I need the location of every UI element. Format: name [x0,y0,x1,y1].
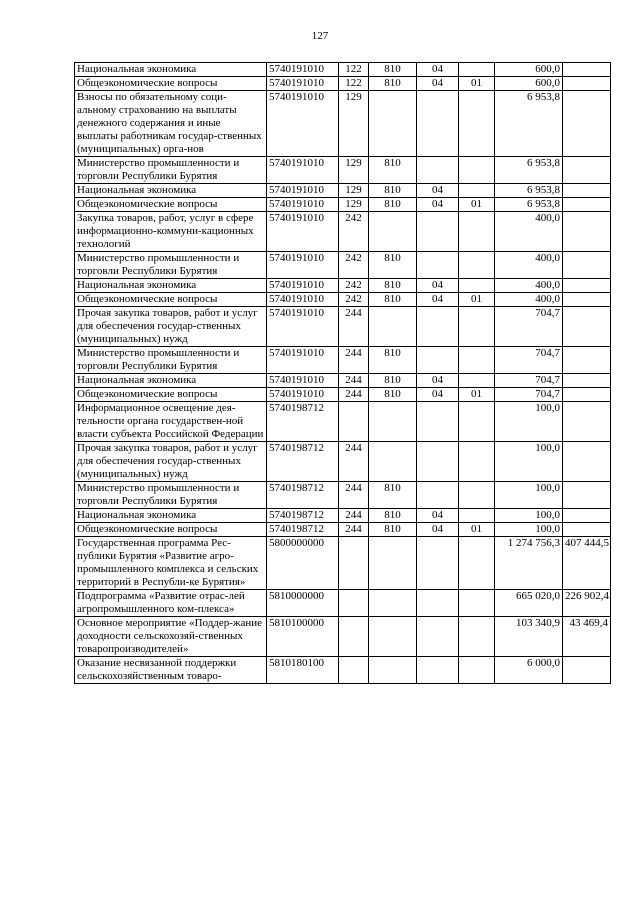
section-code [417,657,459,684]
target-article-code: 5800000000 [267,537,339,590]
table-body [75,63,611,684]
amount-year-2 [563,63,611,77]
item-name: Информационное освещение дея-тельности органа государствен-ной власти субъекта Российской Федерации [75,402,267,442]
subsection-code [459,509,495,523]
amount-year-1: 100,0 [495,509,563,523]
ministry-code [369,590,417,617]
amount-year-2 [563,184,611,198]
item-name: Национальная экономика [75,279,267,293]
section-code [417,307,459,347]
item-name: Прочая закупка товаров, работ и услуг для обеспечения государ-ственных (муниципальных) нужд [75,442,267,482]
table-row [75,537,611,590]
target-article-code: 5740191010 [267,198,339,212]
item-name: Министерство промышленности и торговли Республики Бурятия [75,347,267,374]
table-row [75,293,611,307]
amount-year-1: 6 953,8 [495,184,563,198]
table-row [75,307,611,347]
expense-type-code: 244 [339,307,369,347]
item-name: Подпрограмма «Развитие отрас-лей агропромышленного ком-плекса» [75,590,267,617]
ministry-code: 810 [369,482,417,509]
expense-type-code: 242 [339,293,369,307]
section-code: 04 [417,523,459,537]
item-name: Национальная экономика [75,374,267,388]
ministry-code: 810 [369,77,417,91]
ministry-code [369,442,417,482]
section-code [417,212,459,252]
amount-year-2 [563,482,611,509]
amount-year-2: 407 444,5 [563,537,611,590]
amount-year-1: 6 953,8 [495,198,563,212]
item-name: Прочая закупка товаров, работ и услуг для обеспечения государ-ственных (муниципальных) нужд [75,307,267,347]
section-code: 04 [417,374,459,388]
item-name: Общеэкономические вопросы [75,388,267,402]
ministry-code [369,617,417,657]
amount-year-1: 100,0 [495,523,563,537]
target-article-code: 5740191010 [267,279,339,293]
target-article-code: 5810180100 [267,657,339,684]
section-code [417,402,459,442]
amount-year-1: 400,0 [495,279,563,293]
item-name: Взносы по обязательному соци-альному страхованию на выплаты денежного содержания и иные выплаты работникам государ-ственных (муниципальных) орга-нов [75,91,267,157]
ministry-code: 810 [369,374,417,388]
ministry-code: 810 [369,63,417,77]
subsection-code: 01 [459,198,495,212]
table-row [75,590,611,617]
section-code [417,590,459,617]
subsection-code: 01 [459,77,495,91]
section-code: 04 [417,509,459,523]
amount-year-2 [563,252,611,279]
section-code [417,482,459,509]
section-code [417,347,459,374]
expense-type-code: 129 [339,198,369,212]
expense-type-code: 244 [339,388,369,402]
table-row [75,509,611,523]
section-code: 04 [417,388,459,402]
amount-year-2 [563,657,611,684]
item-name: Министерство промышленности и торговли Республики Бурятия [75,157,267,184]
subsection-code [459,307,495,347]
item-name: Закупка товаров, работ, услуг в сфере информационно-коммуни-кационных технологий [75,212,267,252]
table-row [75,388,611,402]
amount-year-1: 600,0 [495,77,563,91]
subsection-code [459,347,495,374]
ministry-code [369,537,417,590]
target-article-code: 5740191010 [267,307,339,347]
amount-year-1: 400,0 [495,293,563,307]
expense-type-code: 242 [339,212,369,252]
amount-year-2 [563,157,611,184]
subsection-code [459,482,495,509]
expense-type-code [339,537,369,590]
item-name: Национальная экономика [75,184,267,198]
section-code [417,252,459,279]
expense-type-code: 242 [339,279,369,293]
amount-year-1: 6 000,0 [495,657,563,684]
target-article-code: 5810000000 [267,590,339,617]
item-name: Государственная программа Рес-публики Бурятия «Развитие агро-промышленного комплекса и сельских территорий в Республи-ке Бурятия» [75,537,267,590]
amount-year-2 [563,307,611,347]
amount-year-1: 100,0 [495,402,563,442]
amount-year-2 [563,523,611,537]
section-code: 04 [417,198,459,212]
ministry-code: 810 [369,198,417,212]
item-name: Национальная экономика [75,63,267,77]
target-article-code: 5740191010 [267,91,339,157]
table-row [75,374,611,388]
item-name: Общеэкономические вопросы [75,198,267,212]
item-name: Общеэкономические вопросы [75,523,267,537]
section-code: 04 [417,77,459,91]
amount-year-1: 704,7 [495,388,563,402]
amount-year-2 [563,91,611,157]
expense-type-code: 244 [339,523,369,537]
ministry-code [369,402,417,442]
expense-type-code [339,402,369,442]
subsection-code [459,402,495,442]
section-code [417,537,459,590]
amount-year-2 [563,402,611,442]
expense-type-code [339,617,369,657]
ministry-code [369,212,417,252]
subsection-code [459,537,495,590]
expense-type-code: 244 [339,347,369,374]
expense-type-code: 129 [339,184,369,198]
ministry-code: 810 [369,184,417,198]
table-row [75,402,611,442]
subsection-code [459,279,495,293]
table-row [75,279,611,293]
expense-type-code [339,590,369,617]
target-article-code: 5740191010 [267,347,339,374]
amount-year-2 [563,212,611,252]
ministry-code: 810 [369,157,417,184]
item-name: Министерство промышленности и торговли Республики Бурятия [75,482,267,509]
target-article-code: 5740191010 [267,63,339,77]
amount-year-1: 400,0 [495,252,563,279]
table-row [75,617,611,657]
section-code [417,91,459,157]
target-article-code: 5740191010 [267,374,339,388]
amount-year-2 [563,198,611,212]
target-article-code: 5740198712 [267,482,339,509]
item-name: Общеэкономические вопросы [75,77,267,91]
amount-year-1: 600,0 [495,63,563,77]
expense-type-code: 242 [339,252,369,279]
ministry-code [369,657,417,684]
amount-year-1: 704,7 [495,307,563,347]
amount-year-1: 100,0 [495,442,563,482]
amount-year-2 [563,347,611,374]
expense-type-code: 244 [339,442,369,482]
table-row [75,198,611,212]
subsection-code [459,63,495,77]
section-code: 04 [417,293,459,307]
subsection-code [459,252,495,279]
target-article-code: 5740191010 [267,293,339,307]
subsection-code [459,657,495,684]
amount-year-1: 400,0 [495,212,563,252]
budget-table [74,62,611,684]
target-article-code: 5740191010 [267,77,339,91]
ministry-code: 810 [369,293,417,307]
table-row [75,657,611,684]
subsection-code: 01 [459,523,495,537]
amount-year-2 [563,293,611,307]
section-code [417,157,459,184]
expense-type-code: 122 [339,63,369,77]
target-article-code: 5740191010 [267,252,339,279]
table-row [75,347,611,374]
amount-year-1: 103 340,9 [495,617,563,657]
table-row [75,523,611,537]
target-article-code: 5810100000 [267,617,339,657]
expense-type-code: 244 [339,482,369,509]
target-article-code: 5740198712 [267,523,339,537]
expense-type-code: 122 [339,77,369,91]
amount-year-1: 6 953,8 [495,91,563,157]
amount-year-2: 43 469,4 [563,617,611,657]
target-article-code: 5740198712 [267,509,339,523]
expense-type-code [339,657,369,684]
target-article-code: 5740198712 [267,402,339,442]
subsection-code: 01 [459,293,495,307]
ministry-code [369,91,417,157]
amount-year-2 [563,279,611,293]
amount-year-1: 665 020,0 [495,590,563,617]
amount-year-2 [563,374,611,388]
amount-year-1: 1 274 756,3 [495,537,563,590]
amount-year-1: 100,0 [495,482,563,509]
item-name: Основное мероприятие «Поддер-жание доходности сельскохозяй-ственных товаропроизводителей» [75,617,267,657]
ministry-code [369,307,417,347]
amount-year-2 [563,77,611,91]
table-row [75,252,611,279]
target-article-code: 5740191010 [267,157,339,184]
subsection-code [459,184,495,198]
subsection-code [459,212,495,252]
section-code [417,442,459,482]
subsection-code [459,442,495,482]
section-code: 04 [417,279,459,293]
target-article-code: 5740191010 [267,212,339,252]
amount-year-1: 704,7 [495,374,563,388]
subsection-code [459,91,495,157]
table-row [75,184,611,198]
target-article-code: 5740191010 [267,184,339,198]
subsection-code [459,617,495,657]
subsection-code [459,157,495,184]
ministry-code: 810 [369,347,417,374]
subsection-code: 01 [459,388,495,402]
amount-year-2 [563,509,611,523]
amount-year-1: 704,7 [495,347,563,374]
expense-type-code: 244 [339,509,369,523]
ministry-code: 810 [369,279,417,293]
item-name: Оказание несвязанной поддержки сельскохозяйственным товаро- [75,657,267,684]
item-name: Министерство промышленности и торговли Республики Бурятия [75,252,267,279]
amount-year-2: 226 902,4 [563,590,611,617]
table-row [75,91,611,157]
expense-type-code: 244 [339,374,369,388]
target-article-code: 5740191010 [267,388,339,402]
ministry-code: 810 [369,523,417,537]
table-row [75,77,611,91]
item-name: Общеэкономические вопросы [75,293,267,307]
subsection-code [459,590,495,617]
item-name: Национальная экономика [75,509,267,523]
subsection-code [459,374,495,388]
amount-year-2 [563,388,611,402]
section-code: 04 [417,63,459,77]
section-code [417,617,459,657]
table-row [75,442,611,482]
section-code: 04 [417,184,459,198]
table-row [75,157,611,184]
ministry-code: 810 [369,252,417,279]
ministry-code: 810 [369,509,417,523]
amount-year-1: 6 953,8 [495,157,563,184]
expense-type-code: 129 [339,91,369,157]
table-row [75,212,611,252]
expense-type-code: 129 [339,157,369,184]
table-row [75,63,611,77]
table-row [75,482,611,509]
ministry-code: 810 [369,388,417,402]
page-number: 127 [311,30,329,42]
target-article-code: 5740198712 [267,442,339,482]
amount-year-2 [563,442,611,482]
